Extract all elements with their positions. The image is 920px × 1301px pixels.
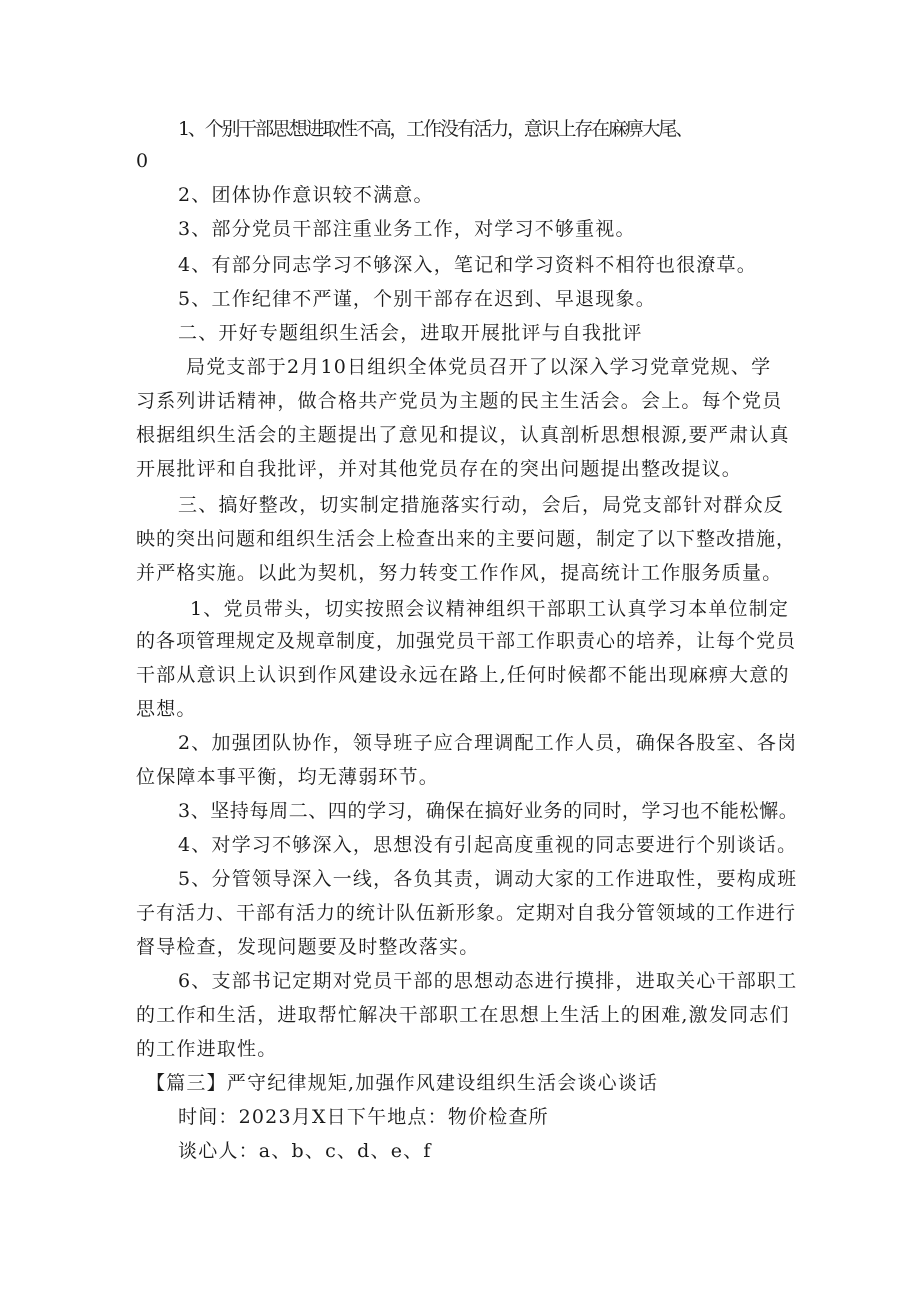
text-line: 根据组织生活会的主题提出了意见和提议，认真剖析思想根源,要严肃认真 bbox=[136, 424, 790, 446]
text-line: 4、对学习不够深入，思想没有引起高度重视的同志要进行个别谈话。 bbox=[178, 834, 798, 856]
text-line: 6、支部书记定期对党员干部的思想动态进行摸排，进取关心干部职工 bbox=[178, 970, 798, 992]
text-line: 的工作和生活，进取帮忙解决干部职工在思想上生活上的困难,激发同志们 bbox=[136, 1004, 790, 1026]
text-line: 1、个别干部思想进取性不高，工作没有活力，意识上存在麻痹大尾、 bbox=[178, 118, 692, 140]
text-line: 2、团体协作意识较不满意。 bbox=[178, 184, 434, 206]
text-line: 5、工作纪律不严谨，个别干部存在迟到、早退现象。 bbox=[178, 288, 656, 310]
text-line: 5、分管领导深入一线，各负其责，调动大家的工作进取性，要构成班 bbox=[178, 868, 798, 890]
text-line: 习系列讲话精神，做合格共产党员为主题的民主生活会。会上。每个党员 bbox=[136, 390, 783, 412]
chapter-title: 【篇三】严守纪律规矩,加强作风建设组织生活会谈心谈话 bbox=[146, 1072, 659, 1094]
text-line: 位保障本事平衡，均无薄弱环节。 bbox=[136, 766, 440, 788]
text-line: 局党支部于2月10日组织全体党员召开了以深入学习党章党规、学 bbox=[186, 356, 772, 378]
text-line: 4、有部分同志学习不够深入，笔记和学习资料不相符也很潦草。 bbox=[178, 254, 757, 276]
text-line: 干部从意识上认识到作风建设永远在路上,任何时候都不能出现麻痹大意的 bbox=[136, 664, 790, 686]
text-line: 的工作进取性。 bbox=[136, 1038, 278, 1060]
text-line: 三、搞好整改，切实制定措施落实行动，会后，局党支部针对群众反 bbox=[178, 494, 785, 516]
text-line: 谈心人：a、b、c、d、e、f bbox=[178, 1140, 432, 1162]
text-line: 时间：2023月X日下午地点：物价检查所 bbox=[178, 1106, 549, 1128]
text-line: 2、加强团队协作，领导班子应合理调配工作人员，确保各股室、各岗 bbox=[178, 732, 798, 754]
text-line: 3、坚持每周二、四的学习，确保在搞好业务的同时，学习也不能松懈。 bbox=[178, 800, 799, 822]
text-line: 0 bbox=[136, 150, 150, 172]
text-line: 子有活力、干部有活力的统计队伍新形象。定期对自我分管领域的工作进行 bbox=[136, 902, 797, 924]
text-line: 1、党员带头，切实按照会议精神组织干部职工认真学习本单位制定 bbox=[190, 598, 790, 620]
section-heading: 二、开好专题组织生活会，进取开展批评与自我批评 bbox=[178, 322, 643, 344]
text-line: 开展批评和自我批评，并对其他党员存在的突出问题提出整改提议。 bbox=[136, 458, 743, 480]
text-line: 思想。 bbox=[136, 698, 197, 720]
text-line: 并严格实施。以此为契机，努力转变工作作风，提高统计工作服务质量。 bbox=[136, 562, 783, 584]
text-line: 的各项管理规定及规章制度，加强党员干部工作职责心的培养，让每个党员 bbox=[136, 630, 797, 652]
text-line: 3、部分党员干部注重业务工作，对学习不够重视。 bbox=[178, 218, 636, 240]
text-line: 映的突出问题和组织生活会上检查出来的主要问题，制定了以下整改措施， bbox=[136, 528, 797, 550]
text-line: 督导检查，发现问题要及时整改落实。 bbox=[136, 936, 480, 958]
